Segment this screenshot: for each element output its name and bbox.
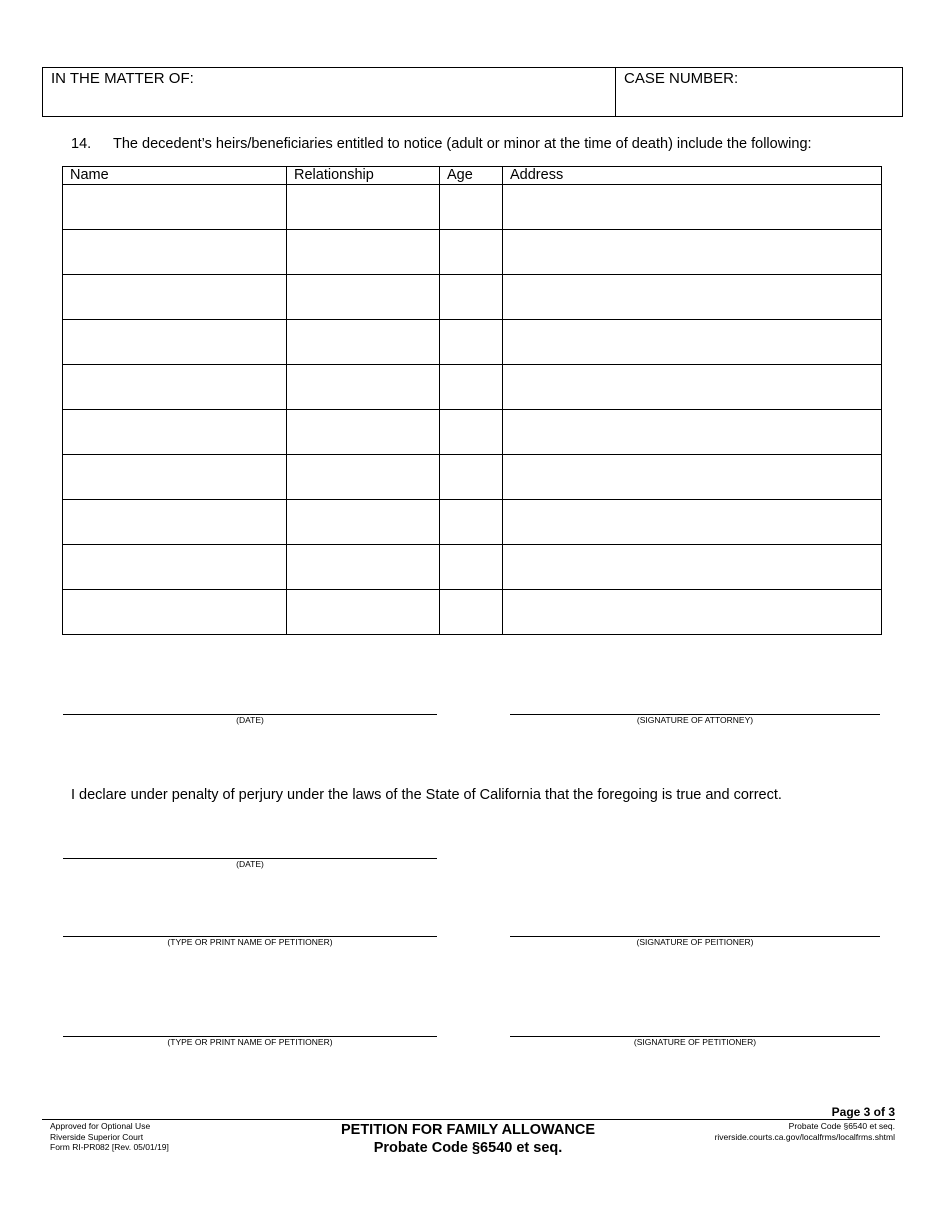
petitioner-1-name-caption: (TYPE OR PRINT NAME OF PETITIONER) xyxy=(167,937,333,947)
relationship-cell[interactable] xyxy=(287,320,440,365)
attorney-signature-caption: (SIGNATURE OF ATTORNEY) xyxy=(636,715,754,725)
relationship-cell[interactable] xyxy=(287,410,440,455)
name-cell[interactable] xyxy=(63,230,287,275)
address-cell[interactable] xyxy=(503,590,882,635)
case-number-label: CASE NUMBER: xyxy=(624,70,739,87)
address-cell[interactable] xyxy=(503,500,882,545)
relationship-cell[interactable] xyxy=(287,455,440,500)
perjury-declaration: I declare under penalty of perjury under the laws of the State of California that the foregoing is true and correct. xyxy=(71,787,782,803)
age-cell[interactable] xyxy=(440,230,503,275)
matter-label: IN THE MATTER OF: xyxy=(51,70,194,87)
form-title xyxy=(318,1121,618,1157)
column-header-relationship: Relationship xyxy=(287,167,440,185)
caption-box xyxy=(42,67,903,117)
relationship-cell[interactable] xyxy=(287,230,440,275)
age-cell[interactable] xyxy=(440,455,503,500)
age-cell[interactable] xyxy=(440,185,503,230)
item-14-text: The decedent’s heirs/beneficiaries entitled to notice (adult or minor at the time of death) include the following: xyxy=(113,136,812,152)
relationship-cell[interactable] xyxy=(287,365,440,410)
age-cell[interactable] xyxy=(440,545,503,590)
petitioner-2-name-caption: (TYPE OR PRINT NAME OF PETITIONER) xyxy=(167,1037,333,1047)
footer-references xyxy=(715,1121,895,1142)
petitioner-2-signature-caption: (SIGNATURE OF PETITIONER) xyxy=(633,1037,757,1047)
table-row xyxy=(63,230,882,275)
table-row xyxy=(63,365,882,410)
relationship-cell[interactable] xyxy=(287,500,440,545)
address-cell[interactable] xyxy=(503,230,882,275)
relationship-cell[interactable] xyxy=(287,590,440,635)
heirs-table xyxy=(62,166,882,635)
name-cell[interactable] xyxy=(63,365,287,410)
table-row xyxy=(63,590,882,635)
attorney-date-caption: (DATE) xyxy=(236,715,264,725)
age-cell[interactable] xyxy=(440,275,503,320)
age-cell[interactable] xyxy=(440,320,503,365)
table-row xyxy=(63,545,882,590)
relationship-cell[interactable] xyxy=(287,275,440,320)
table-row xyxy=(63,500,882,545)
address-cell[interactable] xyxy=(503,365,882,410)
relationship-cell[interactable] xyxy=(287,545,440,590)
name-cell[interactable] xyxy=(63,500,287,545)
name-cell[interactable] xyxy=(63,545,287,590)
address-cell[interactable] xyxy=(503,410,882,455)
form-title-sub: Probate Code §6540 et seq. xyxy=(373,1140,563,1156)
age-cell[interactable] xyxy=(440,590,503,635)
name-cell[interactable] xyxy=(63,320,287,365)
name-cell[interactable] xyxy=(63,410,287,455)
relationship-cell[interactable] xyxy=(287,185,440,230)
item-14-number: 14. xyxy=(71,136,92,152)
footer-left-line: Riverside Superior Court xyxy=(50,1131,144,1142)
table-row xyxy=(63,320,882,365)
table-row xyxy=(63,275,882,320)
table-row xyxy=(63,185,882,230)
case-number-field[interactable] xyxy=(616,68,902,116)
footer-left-line: Approved for Optional Use xyxy=(50,1121,151,1131)
address-cell[interactable] xyxy=(503,275,882,320)
age-cell[interactable] xyxy=(440,410,503,455)
address-cell[interactable] xyxy=(503,185,882,230)
column-header-age: Age xyxy=(440,167,503,185)
name-cell[interactable] xyxy=(63,590,287,635)
column-header-address: Address xyxy=(503,167,882,185)
matter-field[interactable] xyxy=(43,68,616,116)
item-14 xyxy=(71,136,812,152)
table-row xyxy=(63,455,882,500)
footer-right-line: Probate Code §6540 et seq. xyxy=(788,1121,895,1131)
address-cell[interactable] xyxy=(503,545,882,590)
name-cell[interactable] xyxy=(63,455,287,500)
declaration-date-caption: (DATE) xyxy=(236,859,264,869)
form-title-main: PETITION FOR FAMILY ALLOWANCE xyxy=(340,1122,596,1138)
table-header-row xyxy=(63,167,882,185)
petitioner-1-signature-caption: (SIGNATURE OF PEITIONER) xyxy=(636,937,754,947)
column-header-name: Name xyxy=(63,167,287,185)
footer-left-line: Form RI-PR082 [Rev. 05/01/19] xyxy=(50,1142,169,1152)
table-row xyxy=(63,410,882,455)
name-cell[interactable] xyxy=(63,185,287,230)
age-cell[interactable] xyxy=(440,500,503,545)
address-cell[interactable] xyxy=(503,455,882,500)
address-cell[interactable] xyxy=(503,320,882,365)
footer-form-info xyxy=(50,1121,169,1153)
footer-divider xyxy=(42,1119,895,1120)
footer-url: riverside.courts.ca.gov/localfrms/localfrms.shtml xyxy=(714,1131,895,1142)
name-cell[interactable] xyxy=(63,275,287,320)
age-cell[interactable] xyxy=(440,365,503,410)
page-number: Page 3 of 3 xyxy=(831,1105,895,1119)
